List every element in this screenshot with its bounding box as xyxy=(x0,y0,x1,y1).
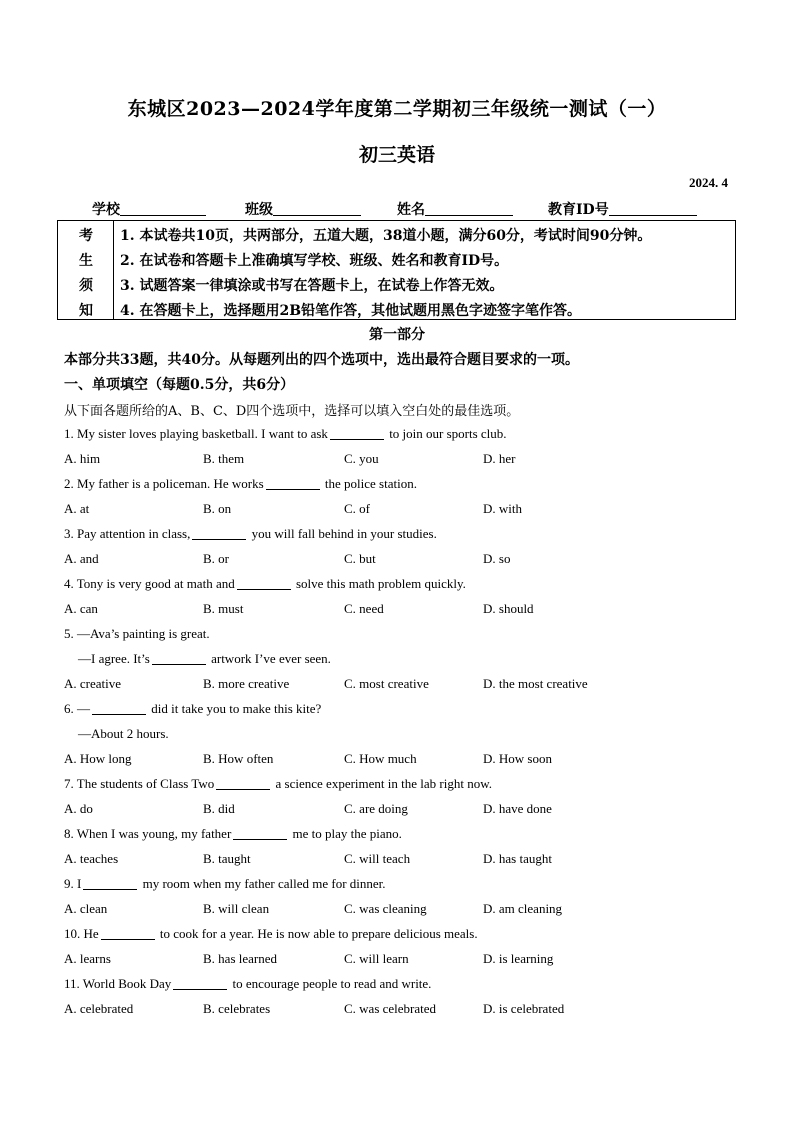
answer-option: D. have done xyxy=(483,801,552,816)
answer-option: C. of xyxy=(344,501,370,516)
question-text: me to play the piano. xyxy=(289,826,402,841)
question-text: to join our sports club. xyxy=(385,426,507,441)
answer-blank xyxy=(216,777,270,790)
answer-option: C. you xyxy=(344,451,379,466)
answer-option: A. creative xyxy=(64,676,122,691)
student-info-row xyxy=(92,199,712,219)
name-blank xyxy=(425,201,513,216)
question-stem xyxy=(64,926,478,942)
question-text: —I agree. It’s xyxy=(78,651,150,666)
question-text: 7. The students of Class Two xyxy=(64,776,215,791)
school-blank xyxy=(120,201,206,216)
question-text: 10. He xyxy=(64,926,99,941)
question-stem xyxy=(64,626,210,642)
section-one-title: 一、单项填空（每题0.5分，共6分） xyxy=(64,377,295,393)
answer-option: A. and xyxy=(64,551,99,566)
question-stem xyxy=(64,976,431,992)
school-label: 学校 xyxy=(92,202,120,218)
question-stem xyxy=(64,876,386,892)
answer-option: D. am cleaning xyxy=(483,901,563,916)
answer-option: D. should xyxy=(483,601,534,616)
answer-option: C. was celebrated xyxy=(344,1001,437,1016)
answer-option: B. or xyxy=(203,551,229,566)
question-stem xyxy=(78,726,169,742)
answer-option: B. will clean xyxy=(203,901,270,916)
question-stem xyxy=(64,826,402,842)
answer-blank xyxy=(330,427,384,440)
answer-option: C. most creative xyxy=(344,676,429,691)
notice-item: 4. 在答题卡上，选择题用2B铅笔作答，其他试题用黑色字迹签字笔作答。 xyxy=(120,303,582,319)
answer-option: C. How much xyxy=(344,751,417,766)
answer-option: A. do xyxy=(64,801,93,816)
answer-option: B. them xyxy=(203,451,245,466)
name-label: 姓名 xyxy=(397,202,425,218)
question-text: the police station. xyxy=(321,476,417,491)
answer-option: B. taught xyxy=(203,851,251,866)
answer-option: D. has taught xyxy=(483,851,552,866)
class-field xyxy=(245,199,361,219)
answer-option: B. more creative xyxy=(203,676,290,691)
answer-blank xyxy=(92,702,146,715)
exam-subject: 初三英语 xyxy=(358,144,435,166)
exam-title: 东城区2023—2024学年度第二学期初三年级统一测试（一） xyxy=(127,98,667,120)
answer-option: C. but xyxy=(344,551,376,566)
answer-option: D. How soon xyxy=(483,751,552,766)
question-text: you will fall behind in your studies. xyxy=(248,526,437,541)
notice-label-char: 须 xyxy=(79,278,93,294)
education-id-field xyxy=(548,199,697,219)
question-text: my room when my father called me for dinner. xyxy=(139,876,386,891)
answer-option: A. teaches xyxy=(64,851,119,866)
question-text: a science experiment in the lab right now. xyxy=(272,776,492,791)
notice-item: 1. 本试卷共10页，共两部分，五道大题，38道小题，满分60分，考试时间90分钟。 xyxy=(120,228,652,244)
answer-option: B. must xyxy=(203,601,244,616)
question-stem xyxy=(64,426,507,442)
answer-option: A. clean xyxy=(64,901,108,916)
question-text: 8. When I was young, my father xyxy=(64,826,232,841)
question-text: —About 2 hours. xyxy=(78,726,169,741)
answer-option: B. How often xyxy=(203,751,274,766)
question-stem xyxy=(64,776,492,792)
notice-item: 3. 试题答案一律填涂或书写在答题卡上，在试卷上作答无效。 xyxy=(120,278,504,294)
part-one-title: 第一部分 xyxy=(369,327,425,343)
answer-option: A. him xyxy=(64,451,101,466)
question-text: 1. My sister loves playing basketball. I want to ask xyxy=(64,426,328,441)
education-id-label: 教育ID号 xyxy=(548,202,609,218)
class-label: 班级 xyxy=(245,202,273,218)
answer-option: D. the most creative xyxy=(483,676,588,691)
answer-blank xyxy=(233,827,287,840)
answer-blank xyxy=(266,477,320,490)
answer-option: A. can xyxy=(64,601,98,616)
section-instruction: 从下面各题所给的A、B、C、D四个选项中，选择可以填入空白处的最佳选项。 xyxy=(64,404,520,419)
question-text: 4. Tony is very good at math and xyxy=(64,576,235,591)
answer-option: C. will learn xyxy=(344,951,409,966)
notice-label-char: 知 xyxy=(79,303,93,319)
question-stem xyxy=(64,576,466,592)
part-one-description: 本部分共33题，共40分。从每题列出的四个选项中，选出最符合题目要求的一项。 xyxy=(64,352,579,368)
answer-option: B. did xyxy=(203,801,235,816)
exam-date: 2024. 4 xyxy=(689,175,728,190)
name-field xyxy=(397,199,513,219)
answer-option: D. so xyxy=(483,551,511,566)
answer-option: B. on xyxy=(203,501,232,516)
question-stem xyxy=(64,476,417,492)
answer-option: A. at xyxy=(64,501,90,516)
answer-blank xyxy=(192,527,246,540)
class-blank xyxy=(273,201,361,216)
answer-option: D. is learning xyxy=(483,951,554,966)
answer-option: C. was cleaning xyxy=(344,901,427,916)
school-field xyxy=(92,199,206,219)
notice-label-char: 考 xyxy=(79,228,93,244)
answer-blank xyxy=(237,577,291,590)
answer-blank xyxy=(83,877,137,890)
question-stem xyxy=(78,651,331,667)
answer-option: C. are doing xyxy=(344,801,408,816)
answer-option: D. with xyxy=(483,501,522,516)
question-text: 3. Pay attention in class, xyxy=(64,526,191,541)
answer-option: B. celebrates xyxy=(203,1001,271,1016)
notice-label-column xyxy=(58,221,114,319)
answer-blank xyxy=(173,977,227,990)
notice-label-char: 生 xyxy=(79,253,93,269)
notice-item: 2. 在试卷和答题卡上准确填写学校、班级、姓名和教育ID号。 xyxy=(120,253,509,269)
question-text: 2. My father is a policeman. He works xyxy=(64,476,264,491)
answer-option: A. celebrated xyxy=(64,1001,134,1016)
question-text: 9. I xyxy=(64,876,82,891)
education-id-blank xyxy=(609,201,697,216)
answer-blank xyxy=(152,652,206,665)
question-text: artwork I’ve ever seen. xyxy=(207,651,331,666)
question-stem xyxy=(64,701,321,717)
question-text: solve this math problem quickly. xyxy=(292,576,466,591)
candidate-notice-box xyxy=(57,220,736,320)
question-text: did it take you to make this kite? xyxy=(148,701,322,716)
answer-option: C. need xyxy=(344,601,384,616)
question-text: to cook for a year. He is now able to prepare delicious meals. xyxy=(156,926,478,941)
answer-blank xyxy=(101,927,155,940)
answer-option: A. learns xyxy=(64,951,111,966)
answer-option: D. is celebrated xyxy=(483,1001,565,1016)
answer-option: D. her xyxy=(483,451,516,466)
answer-option: C. will teach xyxy=(344,851,411,866)
question-stem xyxy=(64,526,437,542)
question-text: 6. — xyxy=(64,701,90,716)
answer-option: A. How long xyxy=(64,751,132,766)
answer-option: B. has learned xyxy=(203,951,278,966)
question-text: 11. World Book Day xyxy=(64,976,172,991)
question-text: 5. —Ava’s painting is great. xyxy=(64,626,210,641)
question-text: to encourage people to read and write. xyxy=(229,976,432,991)
